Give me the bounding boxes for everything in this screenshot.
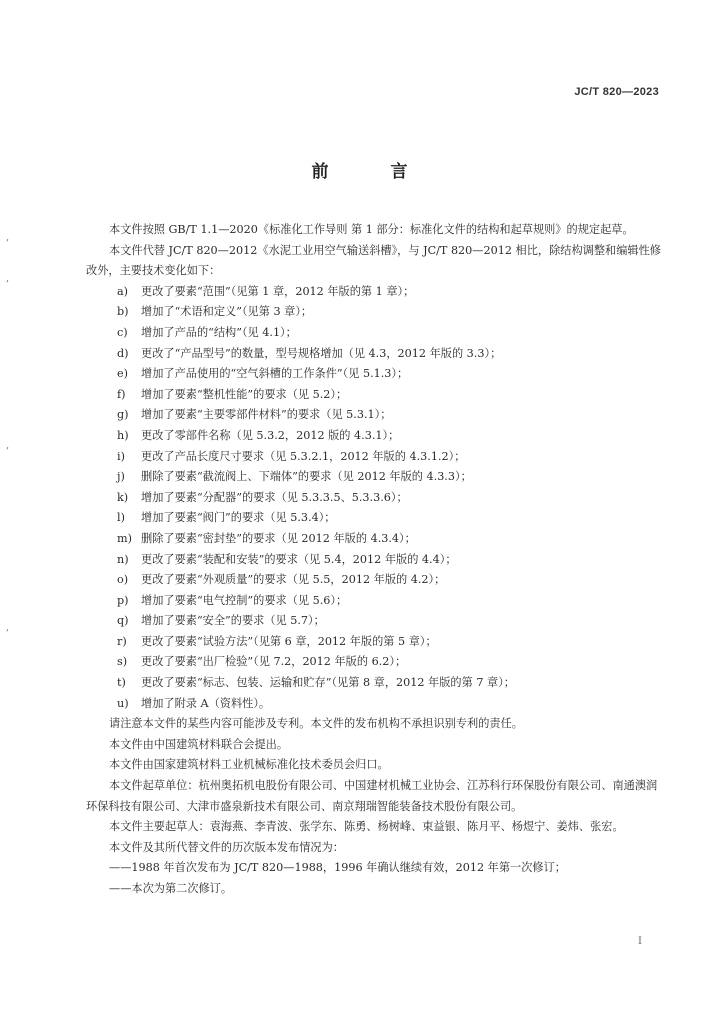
list-item-text: 增加了要素“整机性能”的要求（见 5.2）；	[141, 387, 348, 401]
list-item	[86, 467, 661, 488]
list-item-label: u)	[117, 696, 129, 710]
list-item-text: 更改了要素“装配和安装”的要求（见 5.4，2012 年版的 4.4）；	[141, 552, 457, 566]
list-item	[86, 611, 661, 632]
list-item-label: i)	[117, 449, 125, 463]
list-item	[86, 447, 661, 468]
list-item-text: 更改了要素“出厂检验”（见 7.2，2012 年版的 6.2）；	[141, 655, 407, 669]
list-item	[86, 426, 661, 447]
list-item-label: k)	[117, 490, 129, 504]
list-item-text: 增加了“术语和定义”（见第 3 章）；	[141, 305, 313, 319]
patent-notice: 请注意本文件的某些内容可能涉及专利。本文件的发布机构不承担识别专利的责任。	[109, 717, 523, 731]
list-item-label: r)	[117, 634, 127, 648]
intro-paragraph: 本文件代替 JC/T 820—2012《水泥工业用空气输送斜槽》，与 JC/T 820—2012 相比，除结构调整和编辑性修改外，主要技术变化如下：	[86, 243, 661, 278]
list-item-label: j)	[117, 470, 125, 484]
drafters: 本文件主要起草人：袁海燕、李青波、张学东、陈勇、杨树峰、束益银、陈月平、杨煜宁、姜炜、张宏。	[109, 820, 624, 834]
list-item-label: d)	[117, 346, 129, 360]
list-item-label: h)	[117, 428, 129, 442]
margin-mark: ,	[6, 232, 10, 243]
list-item-label: c)	[117, 325, 128, 339]
list-item	[86, 570, 661, 591]
list-item	[86, 529, 661, 550]
history-intro: 本文件及其所代替文件的历次版本发布情况为：	[109, 840, 344, 854]
list-item-text: 增加了要素“安全”的要求（见 5.7）；	[141, 614, 325, 628]
history-item: ——本次为第二次修订。	[109, 882, 233, 895]
list-item-label: o)	[117, 573, 129, 587]
margin-mark: ,	[6, 273, 10, 284]
page-title: 前 言	[311, 162, 436, 182]
margin-mark: ,	[6, 440, 10, 451]
list-item-text: 更改了“产品型号”的数量，型号规格增加（见 4.3，2012 年版的 3.3）；	[141, 346, 502, 360]
proposer-statement: 本文件由中国建筑材料联合会提出。	[109, 737, 289, 751]
list-item	[86, 364, 661, 385]
list-item-label: m)	[117, 531, 132, 545]
list-item-label: t)	[117, 676, 126, 690]
list-item-text: 更改了要素“外观质量”的要求（见 5.5，2012 年版的 4.2）；	[141, 573, 446, 587]
list-item-text: 删除了要素“密封垫”的要求（见 2012 年版的 4.3.4）；	[141, 531, 416, 545]
list-item-label: p)	[117, 593, 129, 607]
list-item	[86, 673, 661, 694]
list-item	[86, 591, 661, 612]
list-item	[86, 344, 661, 365]
list-item-text: 增加了附录 A（资料性）。	[141, 696, 271, 710]
drafting-units: 本文件起草单位：杭州奥拓机电股份有限公司、中国建材机械工业协会、江苏科行环保股份有限公司、南通澳润环保科技有限公司、大津市盛泉新技术有限公司、南京翔瑞智能装备技术股份有限公司。	[86, 779, 658, 813]
list-item-text: 更改了要素“范围”（见第 1 章，2012 年版的第 1 章）；	[141, 284, 415, 298]
list-item	[86, 282, 661, 303]
document-body	[86, 220, 661, 900]
list-item-text: 增加了产品使用的“空气斜槽的工作条件”（见 5.1.3）；	[141, 367, 409, 381]
list-item-label: g)	[117, 408, 129, 422]
list-item	[86, 385, 661, 406]
list-item-text: 更改了要素“试验方法”（见第 6 章，2012 年版的第 5 章）；	[141, 634, 437, 648]
list-item	[86, 323, 661, 344]
list-item-label: s)	[117, 655, 128, 669]
standard-number: JC/T 820—2023	[574, 86, 659, 98]
list-item-text: 增加了产品的“结构”（见 4.1）；	[141, 325, 297, 339]
margin-mark: ,	[6, 622, 10, 633]
list-item	[86, 632, 661, 653]
list-item-text: 增加了要素“电气控制”的要求（见 5.6）；	[141, 593, 348, 607]
list-item	[86, 652, 661, 673]
committee-statement: 本文件由国家建筑材料工业机械标准化技术委员会归口。	[109, 758, 389, 772]
list-item	[86, 302, 661, 323]
list-item-label: q)	[117, 614, 129, 628]
list-item-text: 更改了零部件名称（见 5.3.2，2012 版的 4.3.1）；	[141, 428, 400, 442]
list-item-text: 删除了要素“截流阀上、下端体”的要求（见 2012 年版的 4.3.3）；	[141, 470, 472, 484]
list-item-text: 增加了要素“分配器”的要求（见 5.3.3.5、5.3.3.6）；	[141, 490, 408, 504]
list-item-label: a)	[117, 284, 129, 298]
list-item-text: 增加了要素“主要零部件材料”的要求（见 5.3.1）；	[141, 408, 392, 422]
list-item-label: l)	[117, 511, 125, 525]
list-item-text: 增加了要素“阀门”的要求（见 5.3.4）；	[141, 511, 336, 525]
list-item-text: 更改了要素“标志、包装、运输和贮存”（见第 8 章，2012 年版的第 7 章）；	[141, 676, 515, 690]
page-number: I	[638, 936, 642, 947]
changes-list	[86, 282, 661, 714]
list-item	[86, 508, 661, 529]
list-item	[86, 405, 661, 426]
list-item-label: e)	[117, 367, 128, 381]
history-item: ——1988 年首次发布为 JC/T 820—1988，1996 年确认继续有效，2012 年第一次修订；	[109, 861, 566, 875]
list-item	[86, 694, 661, 715]
list-item	[86, 488, 661, 509]
list-item-label: f)	[117, 387, 126, 401]
intro-paragraph: 本文件按照 GB/T 1.1—2020《标准化工作导则 第 1 部分：标准化文件的结构和起草规则》的规定起草。	[109, 223, 634, 236]
list-item-text: 更改了产品长度尺寸要求（见 5.3.2.1，2012 年版的 4.3.1.2）；	[141, 449, 466, 463]
list-item	[86, 550, 661, 571]
list-item-label: b)	[117, 305, 129, 319]
list-item-label: n)	[117, 552, 129, 566]
